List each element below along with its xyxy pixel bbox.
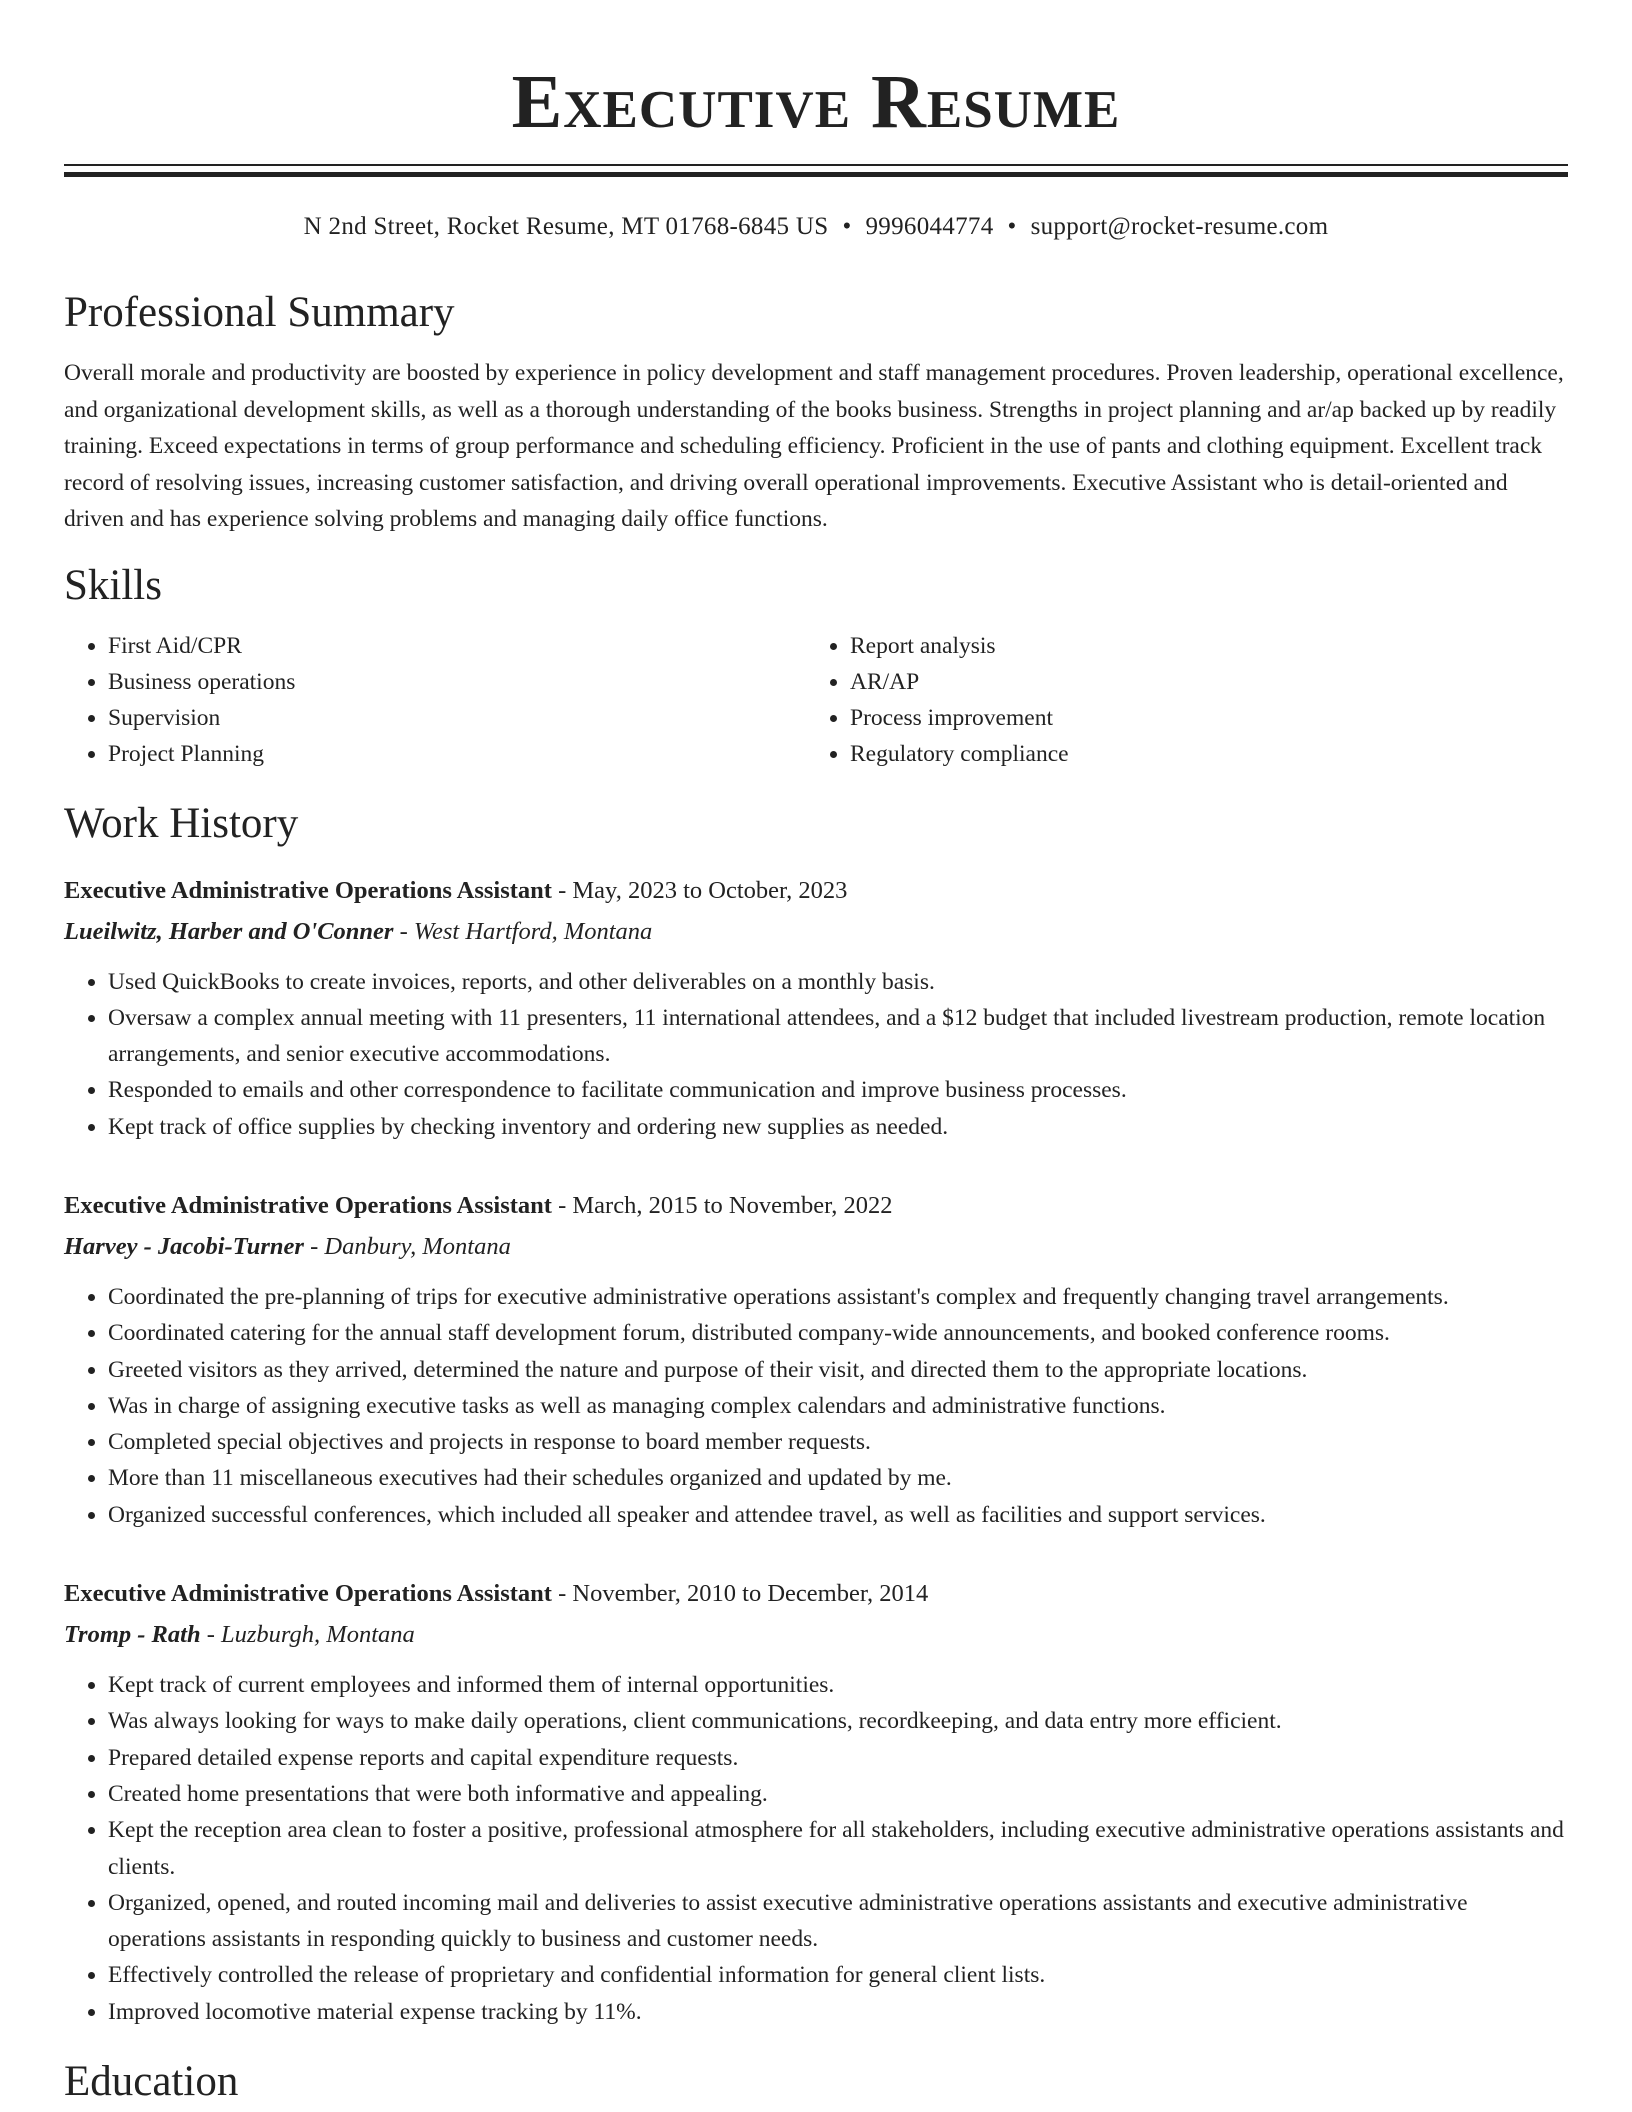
job-entry <box>64 1577 1568 2030</box>
contact-address: N 2nd Street, Rocket Resume, MT 01768-6845 US <box>303 213 829 240</box>
job-bullet: • Was always looking for ways to make daily operations, client communications, recordkeeping, and data entry more efficient. <box>108 1703 1568 1739</box>
job-dates: - May, 2023 to October, 2023 <box>551 876 848 904</box>
resume-page <box>64 0 1568 2108</box>
contact-line <box>64 211 1568 243</box>
skills-heading: Skills <box>64 561 162 609</box>
resume-title: Executive Resume <box>511 60 1121 144</box>
job-dates: - March, 2015 to November, 2022 <box>551 1191 893 1219</box>
job-bullet: • Kept the reception area clean to foster a positive, professional atmosphere for all stakeholders, including executive administrative operations assistants and clients. <box>108 1812 1568 1885</box>
skills-list <box>64 628 1568 772</box>
job-bullet: • Organized successful conferences, which included all speaker and attendee travel, as well as facilities and support services. <box>108 1497 1568 1533</box>
job-role: Executive Administrative Operations Assistant <box>64 876 552 904</box>
work-history-heading: Work History <box>64 799 299 847</box>
job-bullet: • Was in charge of assigning executive tasks as well as managing complex calendars and administrative functions. <box>108 1388 1568 1424</box>
job-bullet: • Coordinated catering for the annual staff development forum, distributed company-wide announcements, and booked conference rooms. <box>108 1315 1568 1351</box>
contact-separator: • <box>1007 213 1017 240</box>
job-bullet: • Greeted visitors as they arrived, determined the nature and purpose of their visit, and directed them to the appropriate locations. <box>108 1352 1568 1388</box>
job-bullet: • More than 11 miscellaneous executives had their schedules organized and updated by me. <box>108 1460 1568 1496</box>
skill-item: • Process improvement <box>850 700 1548 736</box>
job-bullet: • Improved locomotive material expense tracking by 11%. <box>108 1994 1568 2030</box>
job-location: - Luzburgh, Montana <box>200 1621 415 1649</box>
skill-item: • AR/AP <box>850 664 1548 700</box>
job-bullets <box>64 964 1568 1145</box>
skill-item: • Supervision <box>108 700 806 736</box>
job-title-line <box>64 1577 1568 1611</box>
skills-column-left <box>64 628 806 772</box>
contact-separator: • <box>842 213 852 240</box>
job-role: Executive Administrative Operations Assistant <box>64 1580 552 1608</box>
skill-item: • Report analysis <box>850 628 1548 664</box>
job-bullet: • Prepared detailed expense reports and capital expenditure requests. <box>108 1740 1568 1776</box>
job-bullet: • Effectively controlled the release of proprietary and confidential information for general client lists. <box>108 1957 1568 1993</box>
job-company-line <box>64 1617 1568 1653</box>
job-role: Executive Administrative Operations Assistant <box>64 1191 552 1219</box>
title-rule-thick <box>64 172 1568 177</box>
job-company: Tromp - Rath <box>64 1621 201 1649</box>
job-company: Lueilwitz, Harber and O'Conner <box>64 917 394 945</box>
job-company-line <box>64 914 1568 950</box>
contact-phone: 9996044774 <box>865 213 994 240</box>
job-bullet: • Completed special objectives and projects in response to board member requests. <box>108 1424 1568 1460</box>
job-bullets <box>64 1667 1568 2030</box>
job-company: Harvey - Jacobi-Turner <box>64 1232 304 1260</box>
job-company-line <box>64 1229 1568 1265</box>
job-title-line <box>64 874 1568 908</box>
job-entry <box>64 874 1568 1145</box>
skill-item: • Business operations <box>108 664 806 700</box>
summary-text: Overall morale and productivity are boosted by experience in policy development and staff management procedures. Proven leadership, operational excellence, and organizational development skills, as well as a thorough understanding of the books business. Strengths in project planning and ar/ap backed up by readily training. Exceed expectations in terms of group performance and scheduling efficiency. Proficient in the use of pants and clothing equipment. Excellent track record of resolving issues, increasing customer satisfaction, and driving overall operational improvements. Executive Assistant who is detail-oriented and driven and has experience solving problems and managing daily office functions. <box>64 360 1564 532</box>
skill-item: • First Aid/CPR <box>108 628 806 664</box>
job-bullet: • Oversaw a complex annual meeting with 11 presenters, 11 international attendees, and a $12 budget that included livestream production, remote location arrangements, and senior executive accommodations. <box>108 1000 1568 1073</box>
contact-email: support@rocket-resume.com <box>1030 213 1329 240</box>
job-dates: - November, 2010 to December, 2014 <box>551 1580 929 1608</box>
job-entry <box>64 1189 1568 1533</box>
skill-item: • Project Planning <box>108 736 806 772</box>
job-bullet: • Used QuickBooks to create invoices, reports, and other deliverables on a monthly basis. <box>108 964 1568 1000</box>
job-bullet: • Responded to emails and other correspondence to facilitate communication and improve business processes. <box>108 1072 1568 1108</box>
skills-column-right <box>806 628 1548 772</box>
summary-heading: Professional Summary <box>64 289 455 336</box>
job-bullet: • Kept track of office supplies by checking inventory and ordering new supplies as needed. <box>108 1109 1568 1145</box>
job-bullets <box>64 1279 1568 1533</box>
skill-item: • Regulatory compliance <box>850 736 1548 772</box>
job-title-line <box>64 1189 1568 1223</box>
job-bullet: • Coordinated the pre-planning of trips for executive administrative operations assistant's complex and frequently changing travel arrangements. <box>108 1279 1568 1315</box>
job-bullet: • Created home presentations that were both informative and appealing. <box>108 1776 1568 1812</box>
job-location: - Danbury, Montana <box>303 1232 511 1260</box>
job-bullet: • Organized, opened, and routed incoming mail and deliveries to assist executive administrative operations assistants and executive administrative operations assistants in responding quickly to business and customer needs. <box>108 1885 1568 1958</box>
job-bullet: • Kept track of current employees and informed them of internal opportunities. <box>108 1667 1568 1703</box>
job-location: - West Hartford, Montana <box>393 917 653 945</box>
education-heading: Education <box>64 2058 239 2106</box>
title-rule-thin <box>64 164 1568 166</box>
